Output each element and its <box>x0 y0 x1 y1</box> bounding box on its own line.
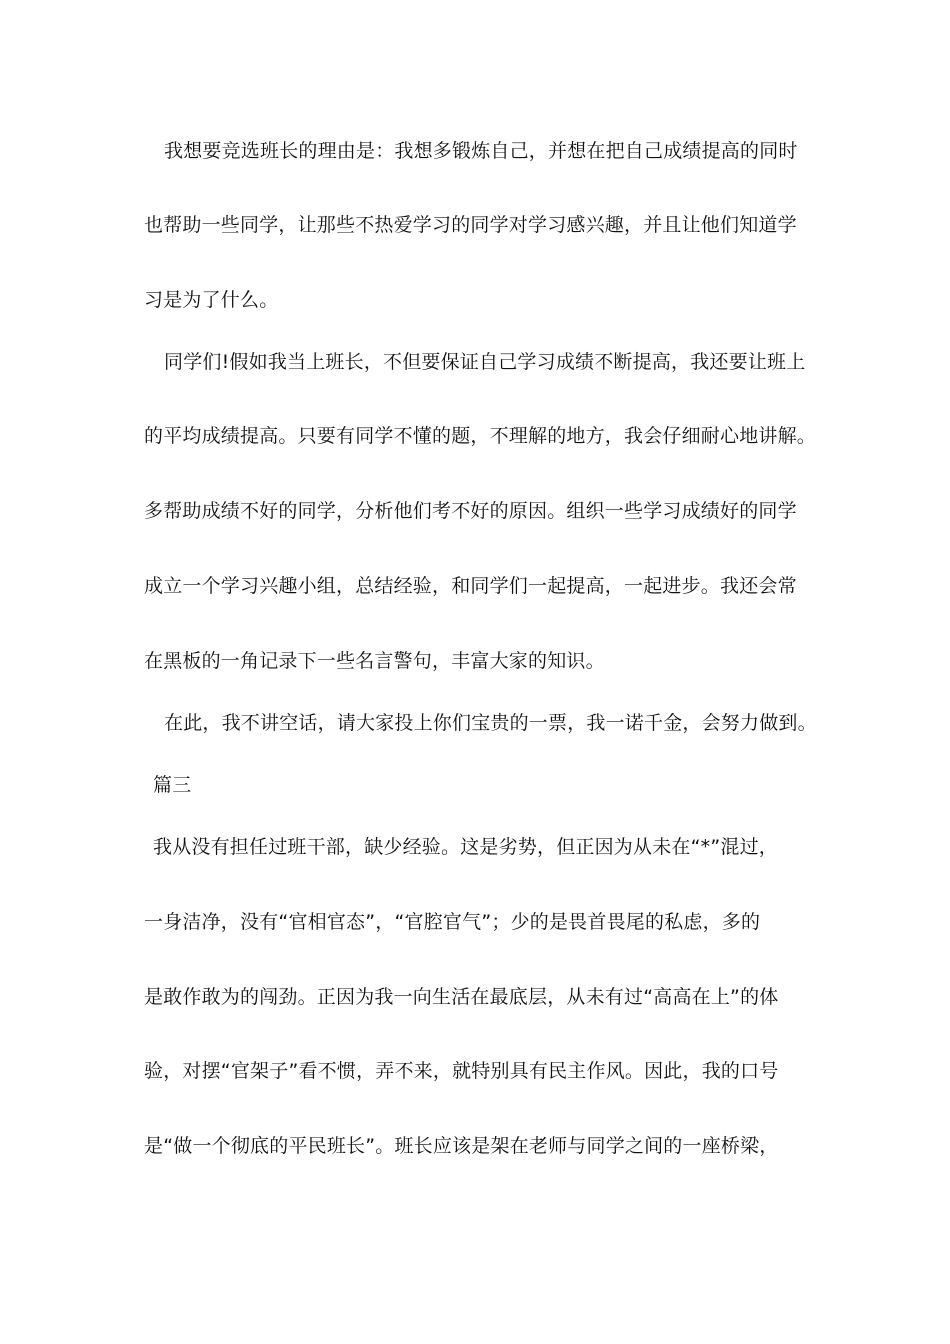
paragraph-line: 是敢作敢为的闯劲。正因为我一向生活在最底层，从未有过“高高在上”的体 <box>144 986 779 1008</box>
paragraph-line: 我从没有担任过班干部，缺少经验。这是劣势，但正因为从未在“*”混过， <box>153 836 778 858</box>
paragraph-line: 是“做一个彻底的平民班长”。班长应该是架在老师与同学之间的一座桥梁， <box>144 1135 779 1157</box>
paragraph-line: 习是为了什么。 <box>144 289 279 311</box>
paragraph-line: 一身洁净，没有“官相官态”，“官腔官气”；少的是畏首畏尾的私虑，多的 <box>144 911 761 933</box>
paragraph-line: 我想要竞选班长的理由是：我想多锻炼自己，并想在把自己成绩提高的同时 <box>164 140 798 162</box>
paragraph-line: 在黑板的一角记录下一些名言警句，丰富大家的知识。 <box>144 650 605 672</box>
paragraph-line: 多帮助成绩不好的同学，分析他们考不好的原因。组织一些学习成绩好的同学 <box>144 500 797 522</box>
section-heading: 篇三 <box>153 774 192 796</box>
paragraph-line: 成立一个学习兴趣小组，总结经验，和同学们一起提高，一起进步。我还会常 <box>144 575 797 597</box>
paragraph-line: 的平均成绩提高。只要有同学不懂的题，不理解的地方，我会仔细耐心地讲解。 <box>144 425 817 447</box>
paragraph-line: 在此，我不讲空话，请大家投上你们宝贵的一票，我一诺千金，会努力做到。 <box>164 712 817 734</box>
paragraph-line: 验，对摆“官架子”看不惯，弄不来，就特别具有民主作风。因此，我的口号 <box>144 1060 779 1082</box>
paragraph-line: 也帮助一些同学，让那些不热爱学习的同学对学习感兴趣，并且让他们知道学 <box>144 214 797 236</box>
paragraph-line: 同学们!假如我当上班长，不但要保证自己学习成绩不断提高，我还要让班上 <box>164 351 806 373</box>
